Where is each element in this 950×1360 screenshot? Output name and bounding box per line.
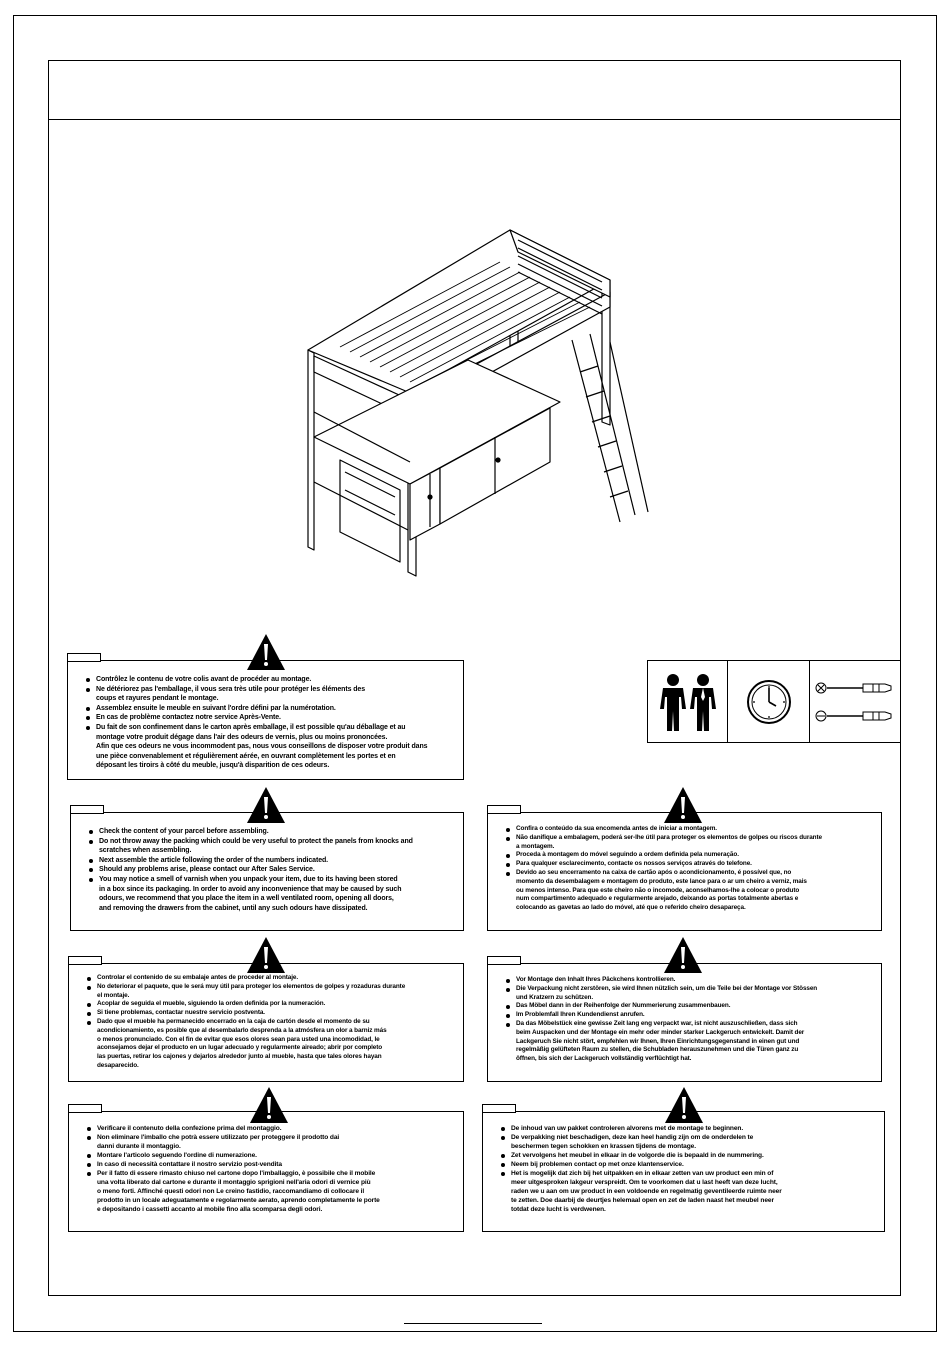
notice-en [70, 812, 464, 931]
notice-es [68, 963, 464, 1082]
notice-item: Das Möbel dann in der Reihenfolge der Nummerierung zusammenbauen. [506, 1002, 873, 1011]
clock-icon [728, 661, 810, 742]
notice-item: Ne détériorez pas l'emballage, il vous sera très utile pour protéger les éléments des coups et rayures pendant le montage. [86, 685, 455, 704]
warning-icon [663, 786, 703, 824]
notice-list [69, 964, 463, 1075]
notice-list [69, 1112, 463, 1218]
notice-item: Do not throw away the packing which could be very useful to protect the panels from knocks and scratches when assembling. [89, 837, 455, 856]
notice-item: Proceda à montagem do móvel seguindo a ordem definida pela numeração. [506, 851, 873, 860]
notice-item: Confira o conteúdo da sua encomenda antes de iniciar a montagem. [506, 825, 873, 834]
screwdrivers [810, 661, 900, 742]
notice-list [488, 813, 881, 917]
footer-rule [404, 1323, 542, 1324]
notice-item: Controlar el contenido de su embalaje antes de proceder al montaje. [87, 974, 455, 983]
language-tab [487, 805, 521, 814]
language-tab [68, 1104, 102, 1113]
notice-item: Assemblez ensuite le meuble en suivant l'ordre défini par la numérotation. [86, 704, 455, 714]
notice-item: Dado que el mueble ha permanecido encerrado en la caja de cartón desde el momento de su acondicionamiento, es posible que al desembalarlo desprenda a la atmósfera un olor a barniz más o menos pronunciado. Con el fin de evitar que esos olores sean para usted una incomodidad, le aconsejamos dejar el producto en un lugar adecuado y regularmente aireado; abrir por completo las puertas, retirar los cajones y dejarlos alrededor junto al mueble, hasta que tales olores hayan desaparecido. [87, 1018, 455, 1071]
notice-item: De inhoud van uw pakket controleren alvorens met de montage te beginnen. [501, 1124, 876, 1133]
notice-item: Montare l'articolo seguendo l'ordine di numerazione. [87, 1151, 455, 1160]
notice-item: Du fait de son confinement dans le carton après emballage, il est possible qu'au déballage et au montage votre produit dégage dans l'air des odeurs de vernis, plus ou moins prononcées. Afin que ces odeurs ne vous incommodent pas, nous vous conseillons de disposer votre produit dans une pièce convenablement et régulièrement aérée, en ouvrant complètement les portes et en déposant les tiroirs à côté du meuble, jusqu'à disparition de ces odeurs. [86, 723, 455, 771]
notice-item: In caso di necessità contattare il nostro servizio post-vendita [87, 1160, 455, 1169]
header-divider [48, 119, 901, 120]
notice-item: Im Problemfall Ihren Kundendienst anrufen. [506, 1011, 873, 1020]
two-persons-icon [648, 661, 728, 742]
notice-de [487, 963, 882, 1082]
notice-item: Devido ao seu encerramento na caixa de cartão após o acondicionamento, é possível que, no momento da desembalagem e montagem do produto, este lance para o ar um cheiro a verniz, mais ou menos intenso. Para que este cheiro não o incomode, aconselhamos-lhe a colocar o produto num compartimento adequado e regularmente arejado, deixando as portas totalmente abertas e colocando as gavetas ao lado do móvel, até que o referido cheiro desapareça. [506, 869, 873, 913]
notice-pt [487, 812, 882, 931]
language-tab [67, 653, 101, 662]
notice-it [68, 1111, 464, 1232]
language-tab [70, 805, 104, 814]
language-tab [482, 1104, 516, 1113]
notice-item: Should any problems arise, please contact our After Sales Service. [89, 865, 455, 875]
notice-fr [67, 660, 464, 780]
notice-item: Zet vervolgens het meubel in elkaar in de volgorde die is bepaald in de nummering. [501, 1151, 876, 1160]
notice-item: You may notice a smell of varnish when you unpack your item, due to its having been stored in a box since its packaging. In order to avoid any inconvenience that may be caused by such odours, we recommend that you place the item in a well ventilated room, opening all doors, and removing the drawers from the cabinet, until any such odours have dissipated. [89, 875, 455, 913]
notice-item: De verpakking niet beschadigen, deze kan heel handig zijn om de onderdelen te beschermen tegen schokken en krassen tijdens de montage. [501, 1133, 876, 1151]
notice-item: Não danifique a embalagem, poderá ser-lhe útil para proteger os elementos de golpes ou riscos durante a montagem. [506, 834, 873, 852]
notice-item: En cas de problème contactez notre service Après-Vente. [86, 713, 455, 723]
language-tab [487, 956, 521, 965]
notice-item: Da das Möbelstück eine gewisse Zeit lang eng verpackt war, ist nicht auszuschließen, dass sich beim Auspacken und der Montage ein mehr oder minder starker Lackgeruch entwickelt. Damit der Lackgeruch Sie nicht stört, empfehlen wir Ihnen, Ihren Einrichtungsgegenstand in einen gut und regelmäßig gelüfteten Raum zu stellen, die Schubladen herauszunehmen und die Türen ganz zu öffnen, bis sich der Lackgeruch vollständig verflüchtigt hat. [506, 1020, 873, 1064]
phillips-screwdriver-icon [815, 681, 895, 695]
notice-item: Het is mogelijk dat zich bij het uitpakken en in elkaar zetten van uw product een min of meer uitgesproken lakgeur verspreidt. Om te voorkomen dat u last heeft van deze lucht, raden we u aan om uw product in een voldoende en regelmatig geventileerde ruimte neer te zetten. Doe daarbij de deurtjes helemaal open en zet de laden naast het meubel neer totdat deze lucht is verdwenen. [501, 1169, 876, 1214]
notice-item: Per il fatto di essere rimasto chiuso nel cartone dopo l'imballaggio, è possibile che il mobile una volta liberato dal cartone e durante il montaggio sprigioni nell'aria odori di vernice più o meno forti. Affinché questi odori non Le creino fastidio, raccomandiamo di collocare il prodotto in un locale adeguatamente e regolarmente aerato, aprendo completamente le porte e depositando i cassetti accanto al mobile fino alla scomparsa degli odori. [87, 1169, 455, 1214]
flat-screwdriver-icon [815, 709, 895, 723]
notice-item: Next assemble the article following the order of the numbers indicated. [89, 856, 455, 866]
notice-item: Check the content of your parcel before assembling. [89, 827, 455, 837]
notice-item: Para qualquer esclarecimento, contacte os nossos serviços através do telefone. [506, 860, 873, 869]
notice-list [483, 1112, 884, 1218]
desk-and-cabinet-icon [314, 360, 560, 562]
notice-item: Neem bij problemen contact op met onze klantenservice. [501, 1160, 876, 1169]
language-tab [68, 956, 102, 965]
warning-icon [246, 786, 286, 824]
warning-icon [664, 1086, 704, 1124]
warning-icon [249, 1086, 289, 1124]
notice-list [71, 813, 463, 917]
notice-item: Verificare il contenuto della confezione prima del montaggio. [87, 1124, 455, 1133]
notice-item: Die Verpackung nicht zerstören, sie wird Ihnen nützlich sein, um die Teile bei der Montage vor Stössen und Kratzern zu schützen. [506, 985, 873, 1003]
notice-item: Contrôlez le contenu de votre colis avant de procéder au montage. [86, 675, 455, 685]
assembly-requirements [647, 660, 901, 743]
loft-bed-illustration [300, 222, 680, 592]
warning-icon [246, 936, 286, 974]
warning-icon [663, 936, 703, 974]
warning-icon [246, 633, 286, 671]
notice-item: Non eliminare l'imballo che potrà essere utilizzato per proteggere il prodotto dai danni durante il montaggio. [87, 1133, 455, 1151]
notice-item: Si tiene problemas, contactar nuestre servicio postventa. [87, 1009, 455, 1018]
notice-item: Vor Montage den Inhalt Ihres Päckchens kontrollieren. [506, 976, 873, 985]
notice-list [488, 964, 881, 1068]
notice-list [68, 661, 463, 775]
notice-item: No deteriorar el paquete, que le será muy útil para proteger los elementos de golpes y rozaduras durante el montaje. [87, 983, 455, 1001]
notice-nl [482, 1111, 885, 1232]
notice-item: Acoplar de seguida el mueble, siguiendo la orden definida por la numeración. [87, 1000, 455, 1009]
